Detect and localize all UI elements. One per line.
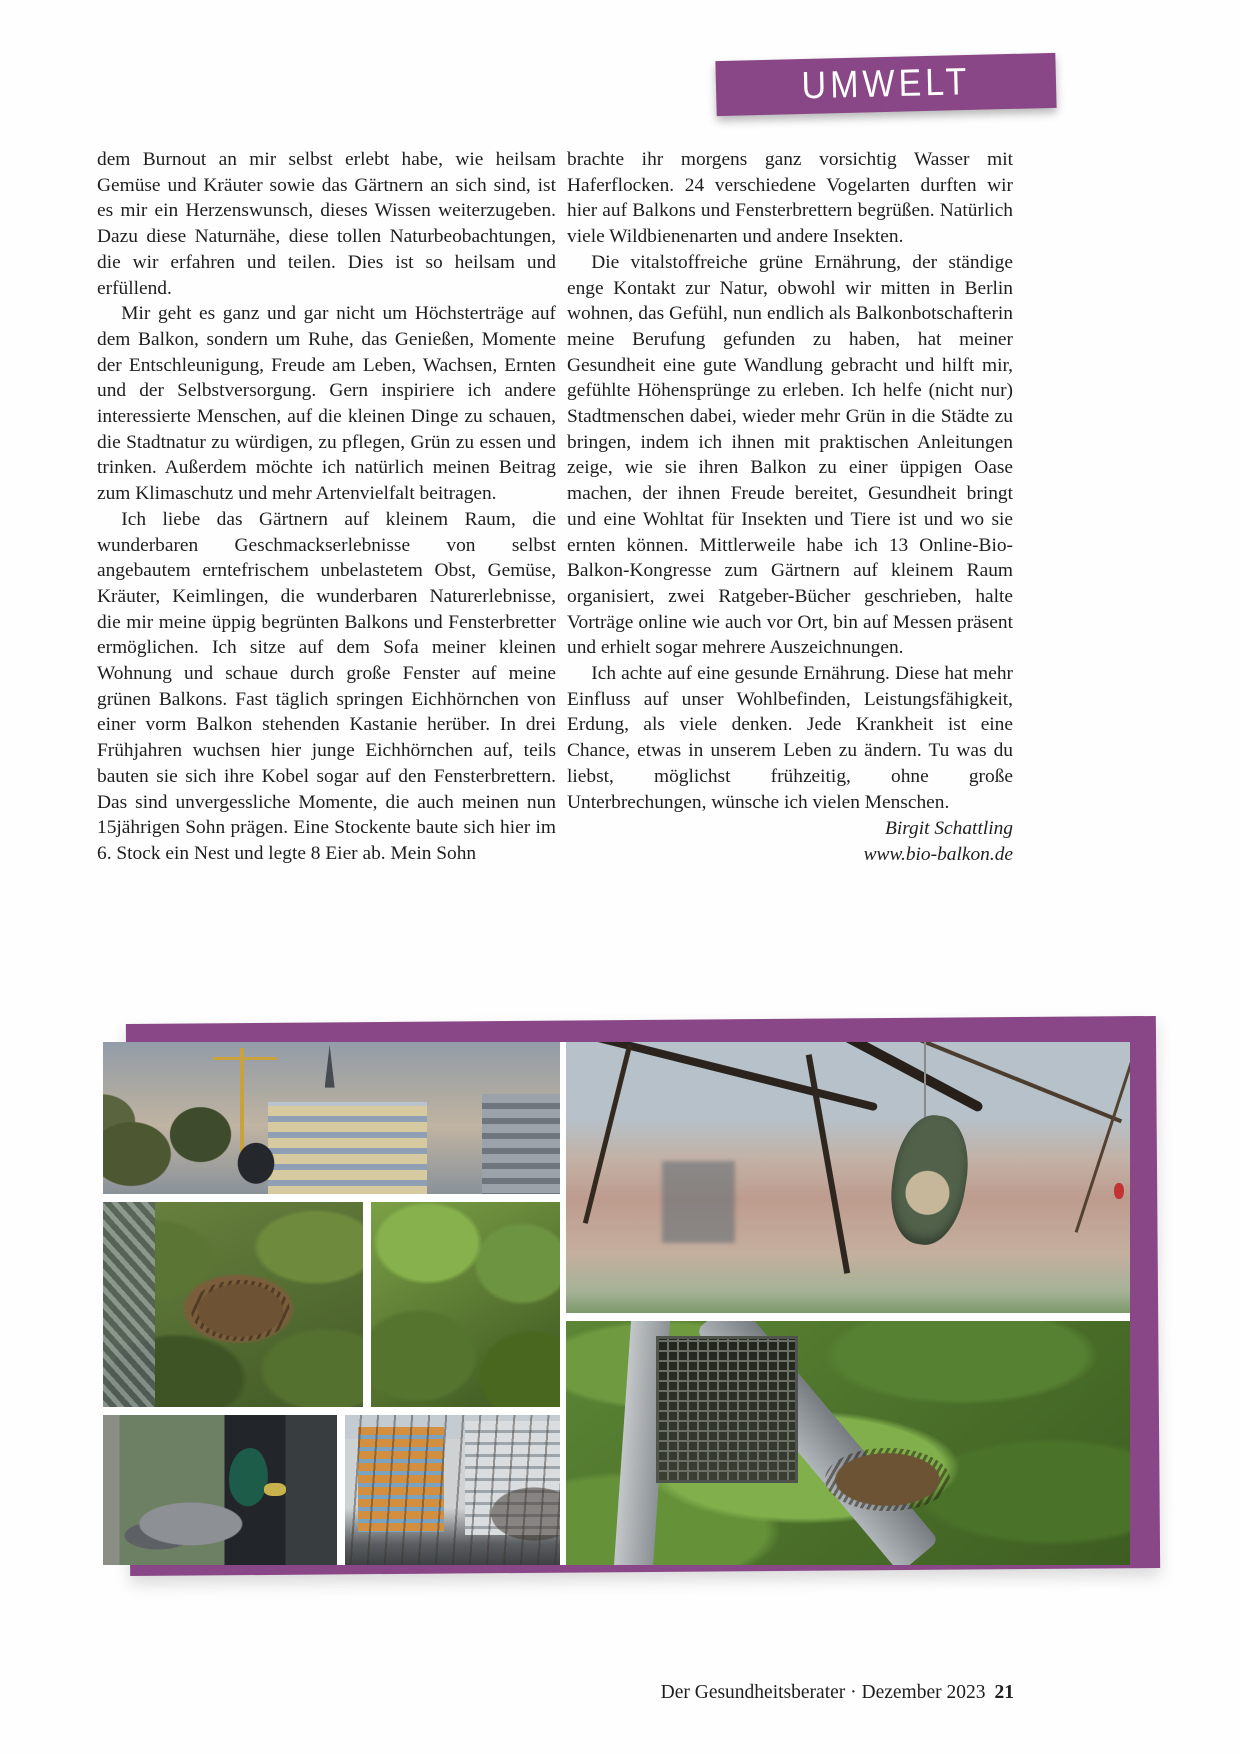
body-paragraph: Die vitalstoffreiche grüne Ernährung, der ständige enge Kontakt zur Natur, obwohl wir mitten in Berlin wohnen, das Gefühl, nun endlich als Balkonbotschafterin meine Berufung gefunden zu haben, hat meiner Gesundheit eine gute Wandlung gebracht und hilft mir, gefühlte Höhensprünge zu erleben. Ich helfe (nicht nur) Stadtmenschen dabei, wieder mehr Grün in die Städte zu bringen, indem ich ihnen mit praktischen Anleitungen zeige, wie sie ihren Balkon zu einer üppigen Oase machen, der ihnen Freude bereitet, Gesundheit bringt und eine Wohltat für Insekten und Tiere ist und wo sie ernten können. Mittlerweile habe ich 13 Online-Bio-Balkon-Kongresse zum Gärtnern auf kleinem Raum organisiert, zwei Ratgeber-Bücher geschrieben, halte Vorträge online wie auch vor Ort, bin auf Messen präsent und erhielt sogar mehrere Auszeichnungen. xyxy=(567,251,1013,659)
photo-duck-nest xyxy=(103,1202,363,1407)
photo-bird-feeder xyxy=(566,1042,1130,1313)
category-badge xyxy=(715,53,1056,116)
feeder-cage xyxy=(656,1336,797,1484)
author-name: Birgit Schattling xyxy=(884,818,1013,840)
red-detail xyxy=(1114,1183,1124,1199)
category-badge-label: UMWELT xyxy=(801,60,971,108)
green-feeder-tube xyxy=(883,1110,976,1250)
duck-bill xyxy=(264,1483,285,1497)
egg-clutch xyxy=(447,1268,545,1350)
body-paragraph: Ich liebe das Gärtnern auf kleinem Raum, die wunderbaren Geschmackserlebnisse von selbst angebautem erntefrischem unbelastetem Obst, Gemüse, Kräuter, Keimlingen, die wunderbaren Naturerlebnisse, die mir meine üppig begrünten Balkons und Fensterbretter ermöglichen. Ich sitze auf dem Sofa meiner kleinen Wohnung und schaue durch große Fenster auf meine grünen Balkons. Fast täglich springen Eichhörnchen von einer vorm Balkon stehenden Kastanie herüber. In drei Frühjahren wuchsen hier junge Eichhörnchen auf, teils bauten sie sich ihre Kobel sogar auf den Fensterbrettern. Das sind unvergessliche Momente, die auch meinen nun 15jährigen Sohn prägen. Eine Stockente baute sich hier im 6. Stock ein Nest und legte 8 Eier ab. Mein Sohn xyxy=(97,508,556,864)
feeder-string xyxy=(924,1042,926,1123)
blurred-window xyxy=(662,1161,735,1242)
hidden-duck xyxy=(825,1448,949,1511)
photo-duck-window xyxy=(103,1415,337,1565)
photo-city-street xyxy=(345,1415,560,1565)
author-signature xyxy=(567,816,1013,867)
bare-trees xyxy=(345,1415,560,1565)
apartment-building xyxy=(268,1102,428,1194)
twig xyxy=(1075,1052,1130,1233)
crane-arm xyxy=(213,1057,277,1060)
branch xyxy=(583,1044,632,1224)
photo-egg-clutch xyxy=(371,1202,560,1407)
photo-collage xyxy=(103,1042,1130,1565)
balcony-fence xyxy=(103,1202,155,1407)
photo-cityscape xyxy=(103,1042,560,1194)
article-column-left xyxy=(97,147,556,867)
page-number: 21 xyxy=(994,1682,1014,1703)
branch xyxy=(806,1054,850,1274)
perched-bird xyxy=(222,1118,291,1191)
building-right xyxy=(482,1094,560,1194)
footer-issue-info: Der Gesundheitsberater · Dezember 2023 xyxy=(660,1682,986,1703)
body-paragraph: Mir geht es ganz und gar nicht um Höchsterträge auf dem Balkon, sondern um Ruhe, das Genießen, Momente der Entschleunigung, Freude am Leben, Wachsen, Ernten und der Selbstversorgung. Gern inspiriere ich andere interessierte Menschen, auf die kleinen Dinge zu schauen, die Stadtnatur zu würdigen, zu pflegen, Grün zu essen und trinken. Außerdem möchte ich natürlich meinen Beitrag zum Klimaschutz und mehr Artenvielfalt beitragen. xyxy=(97,303,556,505)
article-column-right xyxy=(567,147,1013,868)
body-paragraph: dem Burnout an mir selbst erlebt habe, wie heilsam Gemüse und Kräuter sowie das Gärtnern an sich sind, ist es mir ein Herzenswunsch, dieses Wissen weiterzugeben. Dazu diese Naturnähe, diese tollen Naturbeobachtungen, die wir erfahren und teilen. Dies ist so heilsam und erfüllend. xyxy=(97,149,556,299)
church-spire xyxy=(325,1045,335,1088)
body-paragraph: brachte ihr morgens ganz vorsichtig Wasser mit Haferflocken. 24 verschiedene Vogelarten durften wir hier auf Balkons und Fensterbrettern begrüßen. Natürlich viele Wildbienenarten und andere Insekten. xyxy=(567,149,1013,248)
photo-balcony-greenery xyxy=(566,1321,1130,1565)
author-website: www.bio-balkon.de xyxy=(863,843,1013,865)
nesting-duck xyxy=(191,1280,290,1342)
body-paragraph: Ich achte auf eine gesunde Ernährung. Diese hat mehr Einfluss auf unser Wohlbefinden, Leistungsfähigkeit, Erdung, als viele denken. Jede Krankheit ist eine Chance, etwas in unserem Leben zu ändern. Tu was du liebst, möglichst frühzeitig, ohne große Unterbrechungen, wünsche ich vielen Menschen. xyxy=(567,663,1013,813)
page-footer xyxy=(661,1682,1014,1704)
